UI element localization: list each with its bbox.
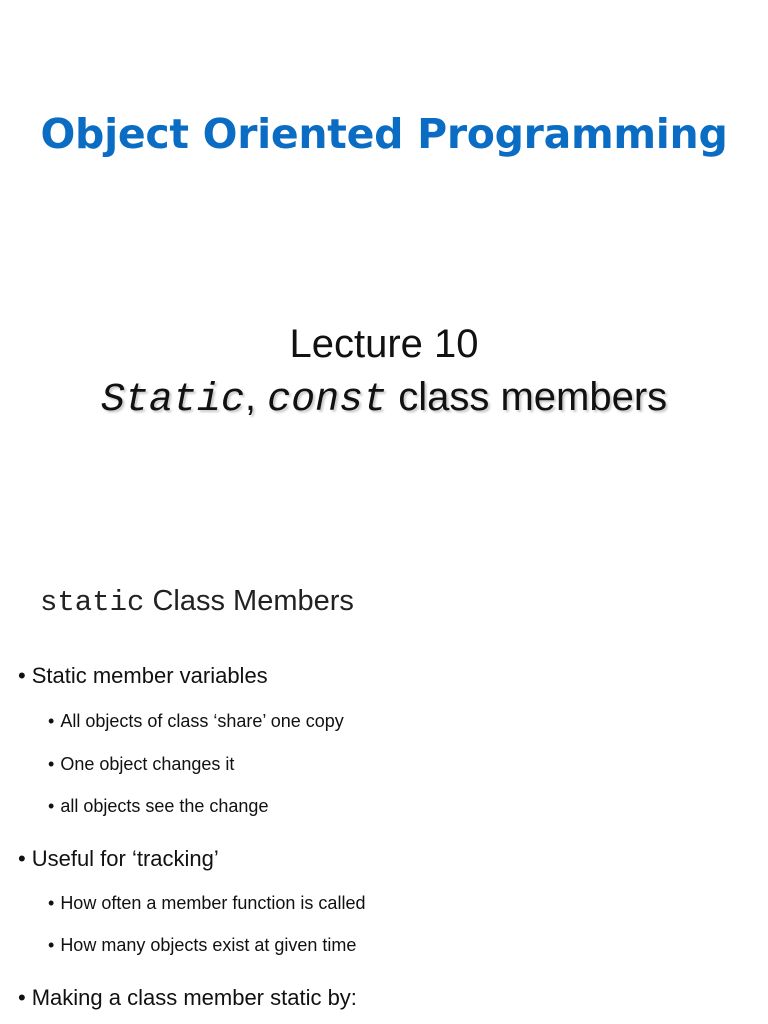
lecture-number: Lecture 10 [289, 322, 479, 366]
sub-bullet-text: all objects see the change [60, 796, 269, 816]
sub-bullet-text: How many objects exist at given time [60, 935, 357, 955]
sub-bullet-item [48, 893, 365, 915]
bullet-item [18, 846, 219, 872]
bullet-icon: • [48, 935, 55, 955]
bullet-icon: • [48, 711, 55, 731]
bullet-icon: • [48, 893, 55, 913]
bullet-item [18, 985, 357, 1011]
heading-code: static [40, 586, 145, 619]
section-heading [40, 583, 354, 621]
slide-title: Object Oriented Programming [40, 110, 728, 158]
bullet-item [18, 663, 268, 689]
subtitle-code-const: const [267, 378, 388, 423]
bullet-text: Useful for ‘tracking’ [31, 846, 219, 871]
subtitle-code-static: Static [100, 378, 245, 423]
lecture-subtitle [0, 373, 768, 425]
bullet-icon: • [18, 846, 26, 871]
sub-bullet-item [48, 796, 268, 818]
sub-bullet-item [48, 754, 234, 776]
bullet-text: Static member variables [31, 663, 268, 688]
bullet-icon: • [18, 663, 26, 688]
sub-bullet-text: All objects of class ‘share’ one copy [60, 711, 344, 731]
sub-bullet-text: How often a member function is called [60, 893, 366, 913]
bullet-icon: • [48, 796, 55, 816]
sub-bullet-text: One object changes it [60, 754, 235, 774]
bullet-text: Making a class member static by: [31, 985, 357, 1010]
subtitle-separator: , [244, 375, 268, 419]
bullet-icon: • [18, 985, 26, 1010]
subtitle-text: class members [387, 375, 668, 419]
heading-text: Class Members [144, 585, 354, 617]
sub-bullet-item [48, 711, 344, 733]
bullet-icon: • [48, 754, 55, 774]
sub-bullet-item [48, 935, 356, 957]
